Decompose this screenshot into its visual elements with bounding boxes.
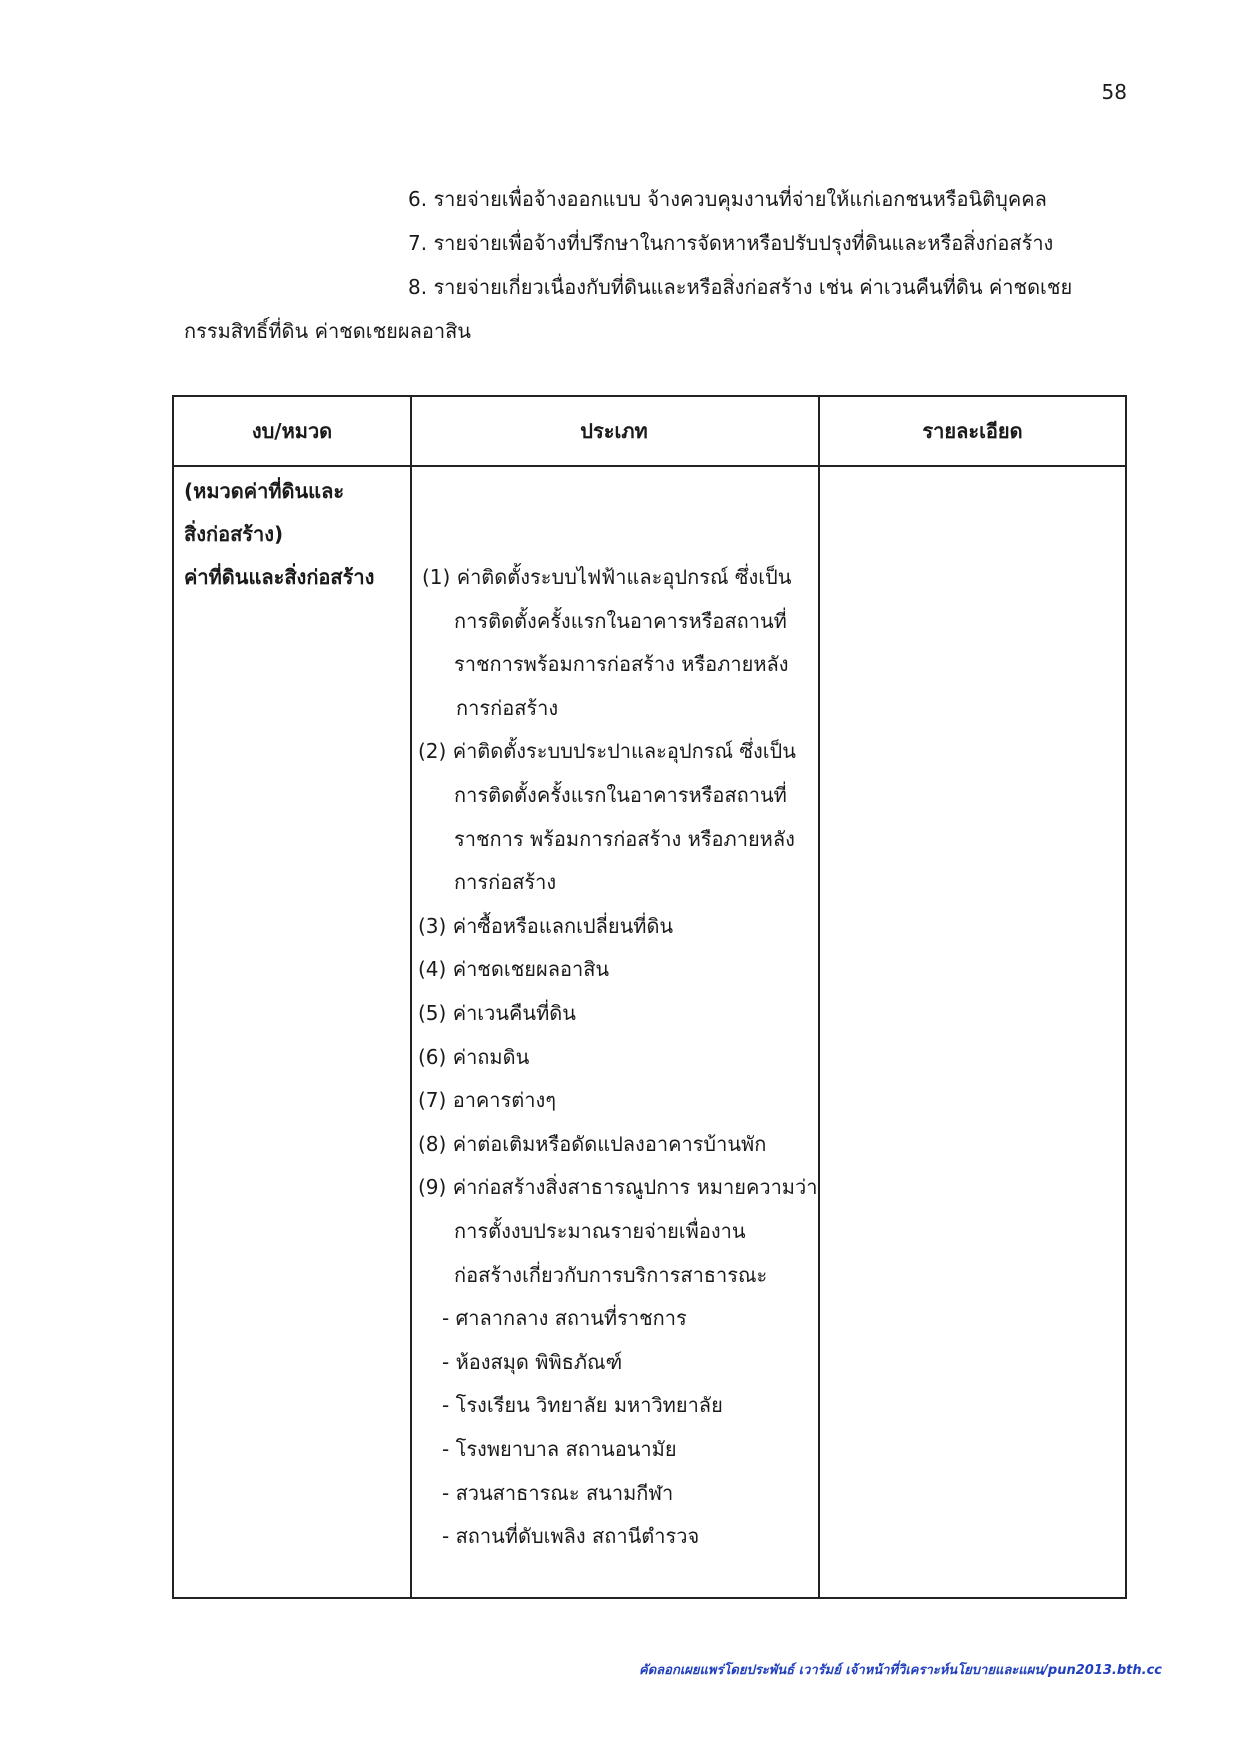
type-list-line: (2) ค่าติดตั้งระบบประปาและอุปกรณ์ ซึ่งเป็น: [418, 739, 796, 764]
type-list-line: (3) ค่าซื้อหรือแลกเปลี่ยนที่ดิน: [418, 913, 674, 938]
type-list-line: (4) ค่าชดเชยผลอาสิน: [418, 957, 610, 982]
type-list-line: การติดตั้งครั้งแรกในอาคารหรือสถานที่: [454, 783, 787, 807]
type-list-line: (9) ค่าก่อสร้างสิ่งสาธารณูปการ หมายความว่า: [418, 1175, 818, 1200]
budget-table: [172, 395, 1127, 1599]
category-line: (หมวดค่าที่ดินและ: [184, 479, 345, 503]
type-list-line: การติดตั้งครั้งแรกในอาคารหรือสถานที่: [454, 608, 787, 633]
type-list-line: ก่อสร้างเกี่ยวกับการบริการสาธารณะ: [454, 1262, 768, 1287]
type-list-line: (7) อาคารต่างๆ: [418, 1088, 557, 1113]
type-list-line: (1) ค่าติดตั้งระบบไฟฟ้าและอุปกรณ์ ซึ่งเป็น: [422, 565, 792, 589]
page-number: 58: [1101, 80, 1127, 104]
type-list-line: - ห้องสมุด พิพิธภัณฑ์: [442, 1349, 623, 1374]
type-list-line: (8) ค่าต่อเติมหรือดัดแปลงอาคารบ้านพัก: [418, 1131, 767, 1156]
type-list-line: ราชการ พร้อมการก่อสร้าง หรือภายหลัง: [454, 826, 795, 851]
category-line: สิ่งก่อสร้าง): [184, 522, 284, 546]
paragraph-item-6: 6. รายจ่ายเพื่อจ้างออกแบบ จ้างควบคุมงานที่จ่ายให้แก่เอกชนหรือนิติบุคคล: [408, 187, 1047, 211]
type-list-line: - สวนสาธารณะ สนามกีฬา: [442, 1480, 674, 1505]
paragraph-item-8: 8. รายจ่ายเกี่ยวเนื่องกับที่ดินและหรือสิ่งก่อสร้าง เช่น ค่าเวนคืนที่ดิน ค่าชดเชย: [408, 275, 1073, 299]
paragraph-item-8-continued: กรรมสิทธิ์ที่ดิน ค่าชดเชยผลอาสิน: [184, 319, 471, 343]
type-list-line: การก่อสร้าง: [456, 695, 559, 720]
column-divider: [410, 397, 412, 1597]
type-list-line: - สถานที่ดับเพลิง สถานีตำรวจ: [442, 1524, 700, 1549]
type-list-line: - โรงพยาบาล สถานอนามัย: [442, 1437, 677, 1461]
header-type: ประเภท: [580, 419, 648, 443]
header-category: งบ/หมวด: [251, 419, 333, 443]
type-list-line: - โรงเรียน วิทยาลัย มหาวิทยาลัย: [442, 1393, 723, 1418]
type-list-line: (5) ค่าเวนคืนที่ดิน: [418, 1001, 576, 1025]
type-list-line: ราชการพร้อมการก่อสร้าง หรือภายหลัง: [454, 652, 789, 677]
footer-credit: คัดลอกเผยแพร่โดยประพันธ์ เวารัมย์ เจ้าหน้าที่วิเคราะห์นโยบายและแผน/pun2013.bth.cc: [639, 1663, 1162, 1678]
category-line: ค่าที่ดินและสิ่งก่อสร้าง: [184, 565, 375, 589]
type-list-line: การตั้งงบประมาณรายจ่ายเพื่องาน: [454, 1219, 746, 1243]
column-divider: [818, 397, 820, 1597]
paragraph-item-7: 7. รายจ่ายเพื่อจ้างที่ปรึกษาในการจัดหาหรือปรับปรุงที่ดินและหรือสิ่งก่อสร้าง: [408, 231, 1054, 255]
type-list-line: (6) ค่าถมดิน: [418, 1044, 530, 1069]
header-divider: [174, 465, 1125, 467]
type-list-line: การก่อสร้าง: [454, 870, 557, 895]
header-detail: รายละเอียด: [922, 419, 1023, 443]
type-list-line: - ศาลากลาง สถานที่ราชการ: [442, 1306, 687, 1331]
